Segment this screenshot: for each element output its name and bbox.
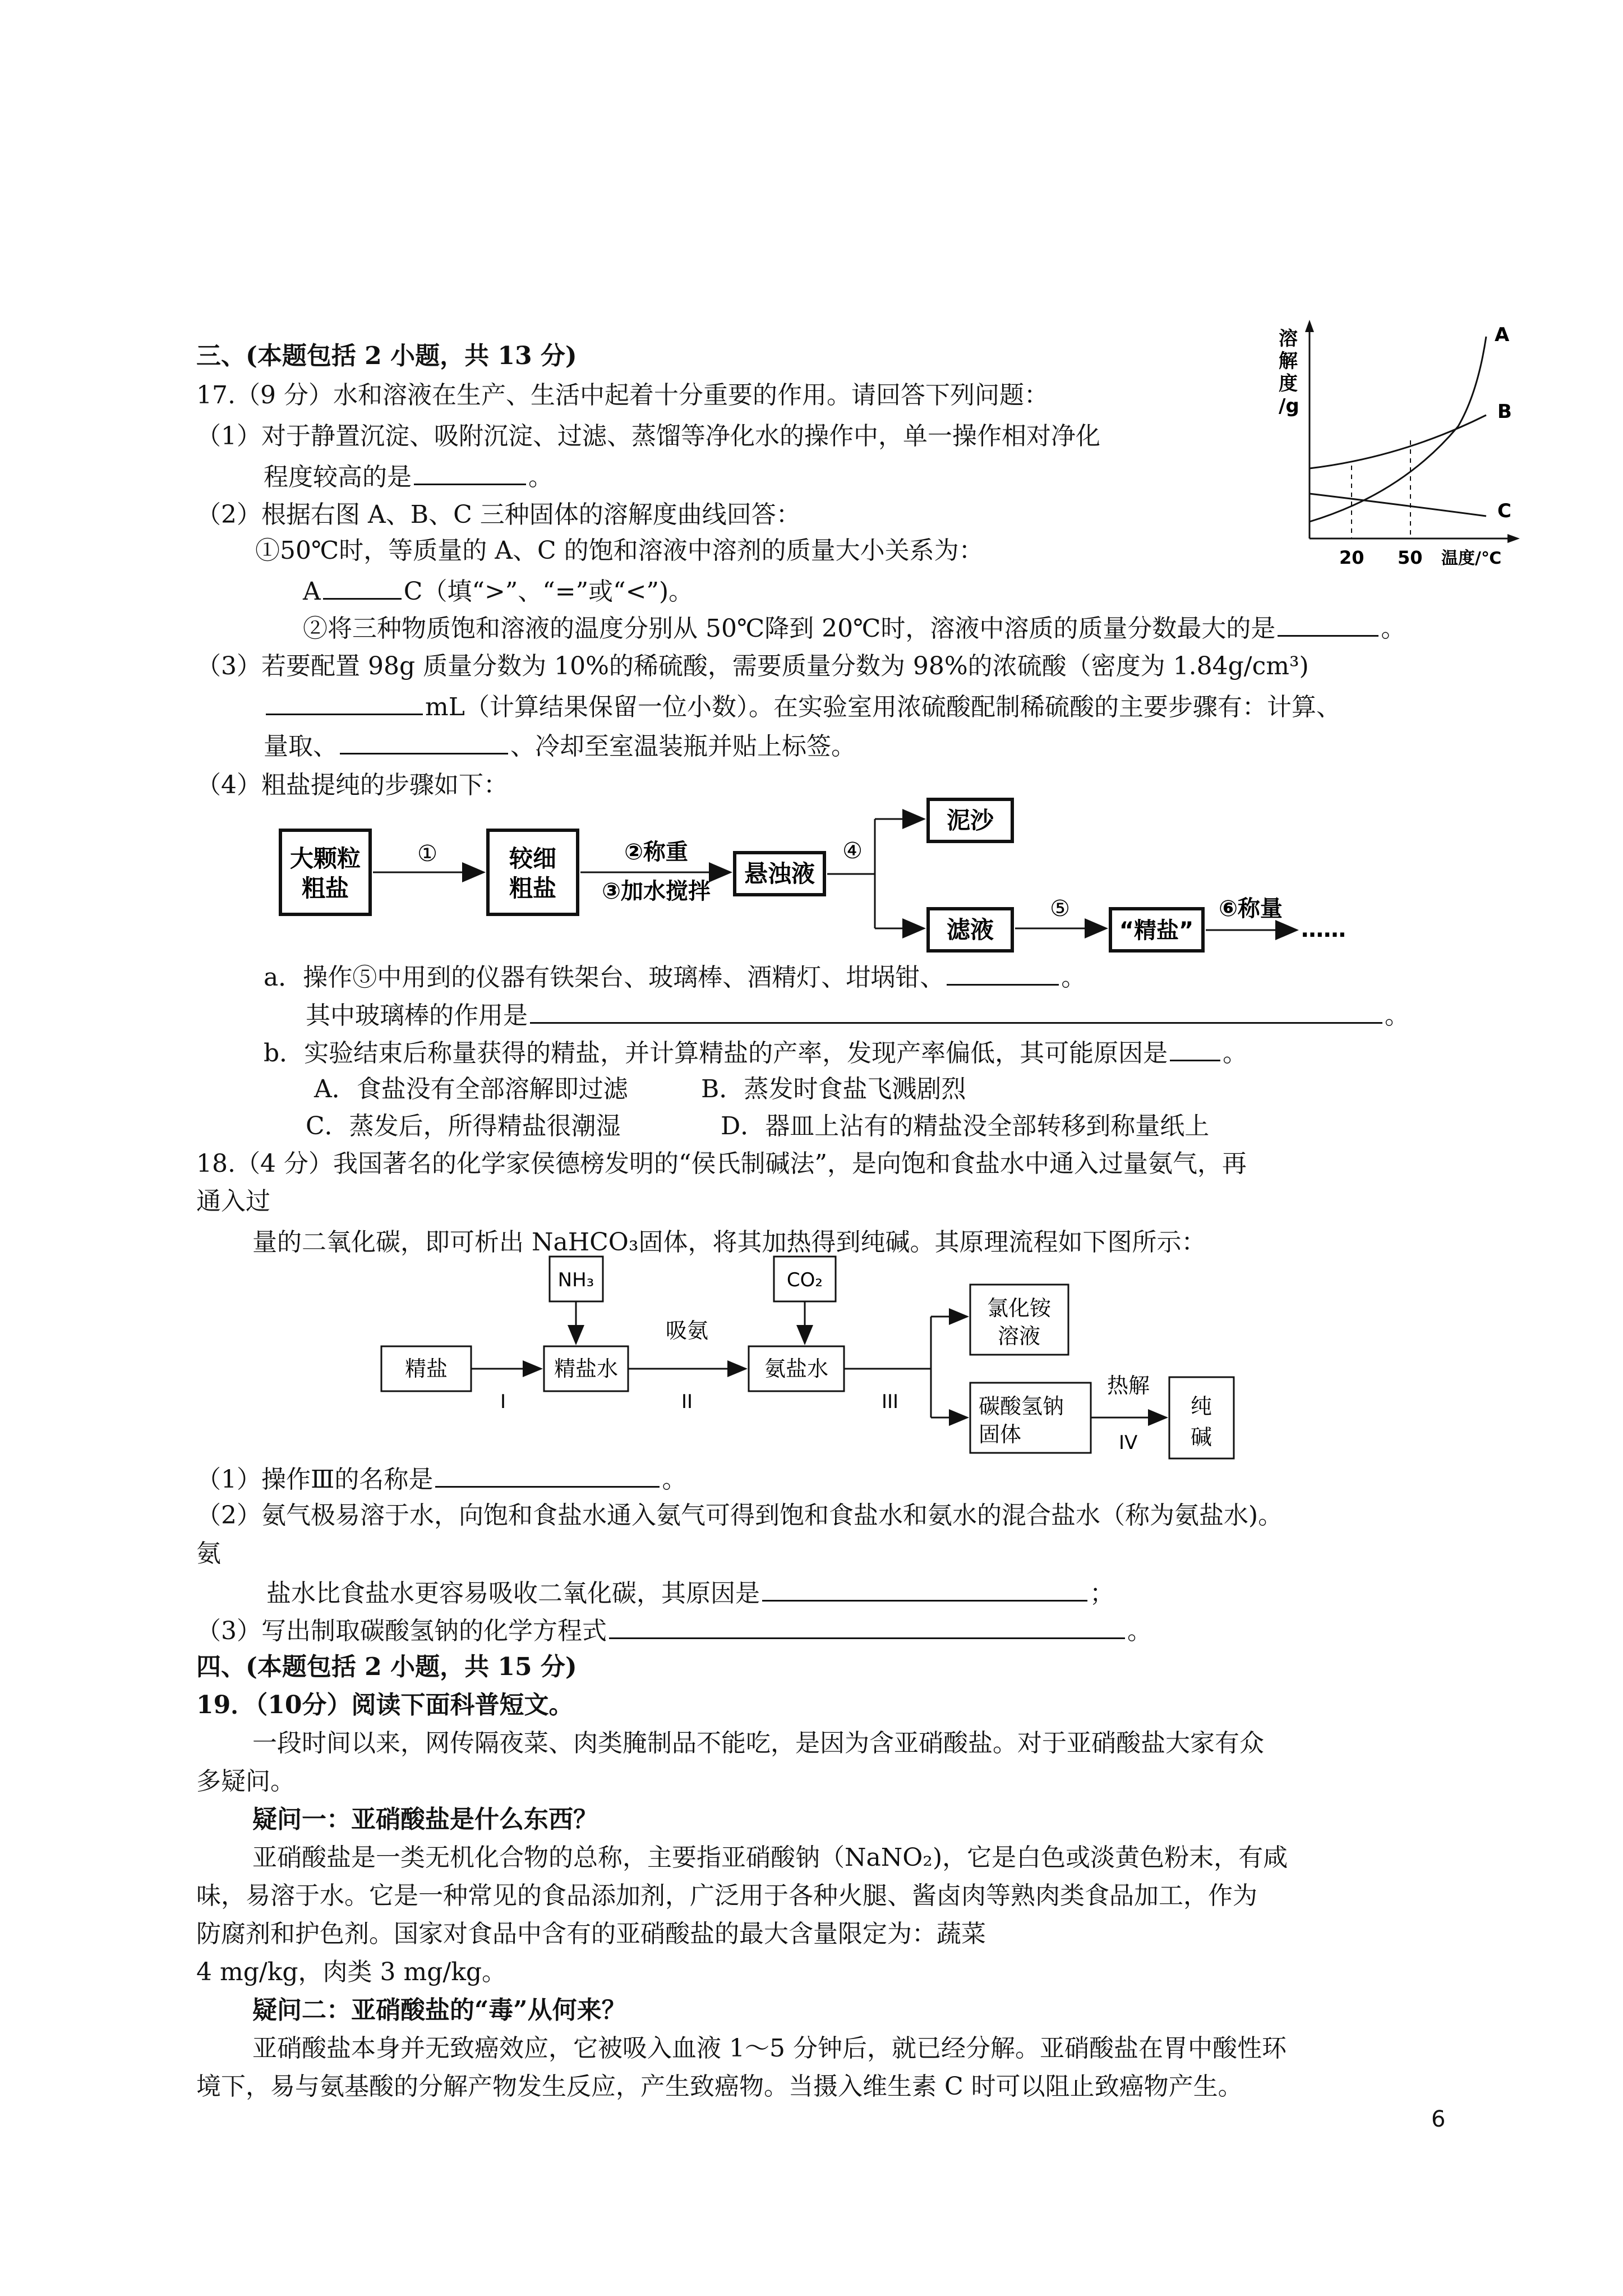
q17-b-line1: b．实验结束后称量获得的精盐，并计算精盐的产率，发现产率偏低，其可能原因是 。 — [264, 1035, 1247, 1070]
svg-text:精盐: 精盐 — [404, 1356, 448, 1381]
svg-text:大颗粒: 大颗粒 — [289, 845, 361, 872]
answer-blank-2[interactable] — [323, 573, 402, 600]
q17-a-line1: a．操作⑤中用到的仪器有铁架台、玻璃棒、酒精灯、坩埚钳、 。 — [264, 959, 1086, 995]
svg-text:纯: 纯 — [1190, 1394, 1212, 1419]
q18-p1: （1）操作Ⅲ的名称是 。 — [196, 1461, 686, 1497]
q17-p2-sub1b: A C（填“>”、“=”或“<”)。 — [303, 573, 693, 609]
y-axis-arrow — [1305, 320, 1314, 332]
svg-text:碱: 碱 — [1190, 1425, 1212, 1450]
svg-text:……: …… — [1301, 917, 1346, 942]
q19-para3-l2: 境下，易与氨基酸的分解产物发生反应，产生致癌物。当摄入维生素 C 时可以阻止致癌物产生。 — [196, 2072, 1243, 2101]
svg-text:粗盐: 粗盐 — [301, 875, 349, 902]
svg-text:④: ④ — [842, 838, 863, 864]
svg-text:IV: IV — [1119, 1432, 1138, 1454]
xlabel: 温度/℃ — [1441, 549, 1502, 568]
q17-p3-line3: 量取、 、冷却至室温装瓶并贴上标签。 — [264, 728, 856, 763]
q19-para1-l1: 一段时间以来，网传隔夜菜、肉类腌制品不能吃，是因为含亚硝酸盐。对于亚硝酸盐大家有众 — [252, 1729, 1264, 1757]
q19-para2-l4: 4 mg/kg，肉类 3 mg/kg。 — [196, 1958, 507, 1986]
ylabel-4: /g — [1279, 395, 1299, 417]
svg-text:③加水搅拌: ③加水搅拌 — [602, 878, 711, 904]
q17-a-line2: 其中玻璃棒的作用是 。 — [306, 997, 1409, 1033]
svg-text:III: III — [882, 1391, 899, 1413]
svg-text:氯化铵: 氯化铵 — [986, 1296, 1052, 1320]
answer-blank-8[interactable] — [1170, 1035, 1220, 1061]
svg-text:较细: 较细 — [509, 845, 557, 872]
label-B: B — [1497, 401, 1512, 423]
q17-option-d: D．器皿上沾有的精盐没全部转移到称量纸上 — [721, 1112, 1210, 1140]
svg-text:I: I — [500, 1391, 506, 1413]
svg-text:吸氨: 吸氨 — [665, 1318, 709, 1343]
q19-para3-l1: 亚硝酸盐本身并无致癌效应，它被吸入血液 1～5 分钟后，就已经分解。亚硝酸盐在胃中酸性环 — [252, 2034, 1287, 2063]
q17-intro: 17.（9 分）水和溶液在生产、生活中起着十分重要的作用。请回答下列问题： — [196, 381, 1049, 409]
q19-doubt2: 疑问二：亚硝酸盐的“毒”从何来？ — [252, 1996, 626, 2024]
svg-text:⑤: ⑤ — [1050, 896, 1070, 922]
answer-blank-7[interactable] — [530, 997, 1382, 1024]
q18-line1: 18.（4 分）我国著名的化学家侯德榜发明的“侯氏制碱法”，是向饱和食盐水中通入过量氨气，再 — [196, 1149, 1247, 1178]
x-axis-arrow — [1507, 534, 1520, 543]
svg-text:精盐水: 精盐水 — [554, 1356, 619, 1381]
answer-blank-3[interactable] — [1278, 610, 1378, 637]
svg-text:NH₃: NH₃ — [557, 1269, 594, 1291]
label-A: A — [1495, 324, 1510, 346]
svg-text:氨盐水: 氨盐水 — [764, 1356, 829, 1381]
q17-option-b: B．蒸发时食盐飞溅剧烈 — [701, 1075, 966, 1103]
section4-heading: 四、(本题包括 2 小题，共 15 分) — [196, 1653, 577, 1681]
q17-p4-line1: （4）粗盐提纯的步骤如下： — [196, 771, 508, 799]
q19-title: 19．（10分）阅读下面科普短文。 — [196, 1691, 574, 1719]
svg-text:CO₂: CO₂ — [786, 1269, 823, 1291]
answer-blank-9[interactable] — [435, 1461, 660, 1488]
q18-p2-line3: 盐水比食盐水更容易吸收二氧化碳，其原因是 ； — [266, 1575, 1114, 1611]
salt-purification-flow — [269, 797, 1380, 959]
q19-para2-l1: 亚硝酸盐是一类无机化合物的总称，主要指亚硝酸钠（NaNO₂)，它是白色或淡黄色粉末，有咸 — [252, 1843, 1288, 1872]
svg-text:粗盐: 粗盐 — [509, 875, 557, 902]
answer-blank-1[interactable] — [414, 459, 526, 485]
curve-A — [1310, 337, 1486, 522]
xtick-20: 20 — [1339, 547, 1364, 568]
q19-para2-l3: 防腐剂和护色剂。国家对食品中含有的亚硝酸盐的最大含量限定为：蔬菜 — [196, 1920, 986, 1948]
svg-text:悬浊液: 悬浊液 — [744, 860, 815, 887]
section3-heading: 三、(本题包括 2 小题，共 13 分) — [196, 342, 577, 370]
q17-p1-line2: 程度较高的是 。 — [264, 459, 553, 494]
svg-text:①: ① — [417, 841, 437, 867]
q19-para2-l2: 味，易溶于水。它是一种常见的食品添加剂，广泛用于各种火腿、酱卤肉等熟肉类食品加工，作为 — [196, 1881, 1257, 1910]
ylabel-1: 溶 — [1279, 328, 1298, 350]
answer-blank-6[interactable] — [947, 959, 1059, 986]
answer-blank-4[interactable] — [266, 689, 423, 715]
q17-p2-sub1: ①50℃时，等质量的 A、C 的饱和溶液中溶剂的质量大小关系为： — [255, 536, 984, 565]
ylabel-3: 度 — [1279, 372, 1298, 395]
q17-p3-line1: （3）若要配置 98g 质量分数为 10%的稀硫酸，需要质量分数为 98%的浓硫酸（密度为 1.84g/cm³) — [196, 652, 1309, 680]
q18-line3: 量的二氧化碳，即可析出 NaHCO₃固体，将其加热得到纯碱。其原理流程如下图所示： — [252, 1228, 1206, 1257]
svg-text:“精盐”: “精盐” — [1119, 918, 1194, 944]
q18-line2: 通入过 — [196, 1187, 270, 1216]
svg-text:滤液: 滤液 — [946, 916, 994, 944]
q17-option-a: A．食盐没有全部溶解即过滤 — [314, 1075, 628, 1103]
svg-text:⑥称量: ⑥称量 — [1219, 896, 1283, 922]
xtick-50: 50 — [1398, 547, 1423, 568]
answer-blank-10[interactable] — [762, 1575, 1087, 1602]
q17-p2-sub2: ②将三种物质饱和溶液的温度分别从 50℃降到 20℃时，溶液中溶质的质量分数最大的是 。 — [303, 610, 1405, 646]
q19-doubt1: 疑问一：亚硝酸盐是什么东西？ — [252, 1805, 598, 1834]
q18-p2-line1: （2）氨气极易溶于水，向饱和食盐水通入氨气可得到饱和食盐水和氨水的混合盐水（称为氨盐水)。 — [196, 1501, 1283, 1530]
ylabel-2: 解 — [1279, 350, 1298, 372]
q17-p2-line1: （2）根据右图 A、B、C 三种固体的溶解度曲线回答： — [196, 500, 801, 529]
label-C: C — [1497, 500, 1511, 522]
svg-text:热解: 热解 — [1106, 1373, 1150, 1398]
q18-p2-line2: 氨 — [196, 1539, 221, 1568]
svg-text:泥沙: 泥沙 — [946, 807, 994, 834]
svg-text:碳酸氢钠: 碳酸氢钠 — [979, 1394, 1064, 1419]
q17-option-c: C．蒸发后，所得精盐很潮湿 — [306, 1112, 621, 1140]
answer-blank-5[interactable] — [340, 728, 508, 754]
q18-p3: （3）写出制取碳酸氢钠的化学方程式 。 — [196, 1613, 1152, 1648]
q19-para1-l2: 多疑问。 — [196, 1767, 295, 1796]
svg-text:溶液: 溶液 — [997, 1324, 1041, 1349]
q17-p1-line1: （1）对于静置沉淀、吸附沉淀、过滤、蒸馏等净化水的操作中，单一操作相对净化 — [196, 422, 1100, 450]
page-number: 6 — [1431, 2106, 1446, 2132]
svg-text:固体: 固体 — [979, 1422, 1022, 1447]
q17-p3-line2: mL（计算结果保留一位小数）。在实验室用浓硫酸配制稀硫酸的主要步骤有：计算、 — [264, 689, 1341, 724]
answer-blank-11[interactable] — [609, 1613, 1125, 1639]
hou-process-flow — [370, 1254, 1279, 1475]
svg-text:II: II — [681, 1391, 693, 1413]
solubility-chart — [1273, 314, 1520, 578]
svg-text:②称重: ②称重 — [624, 839, 688, 865]
